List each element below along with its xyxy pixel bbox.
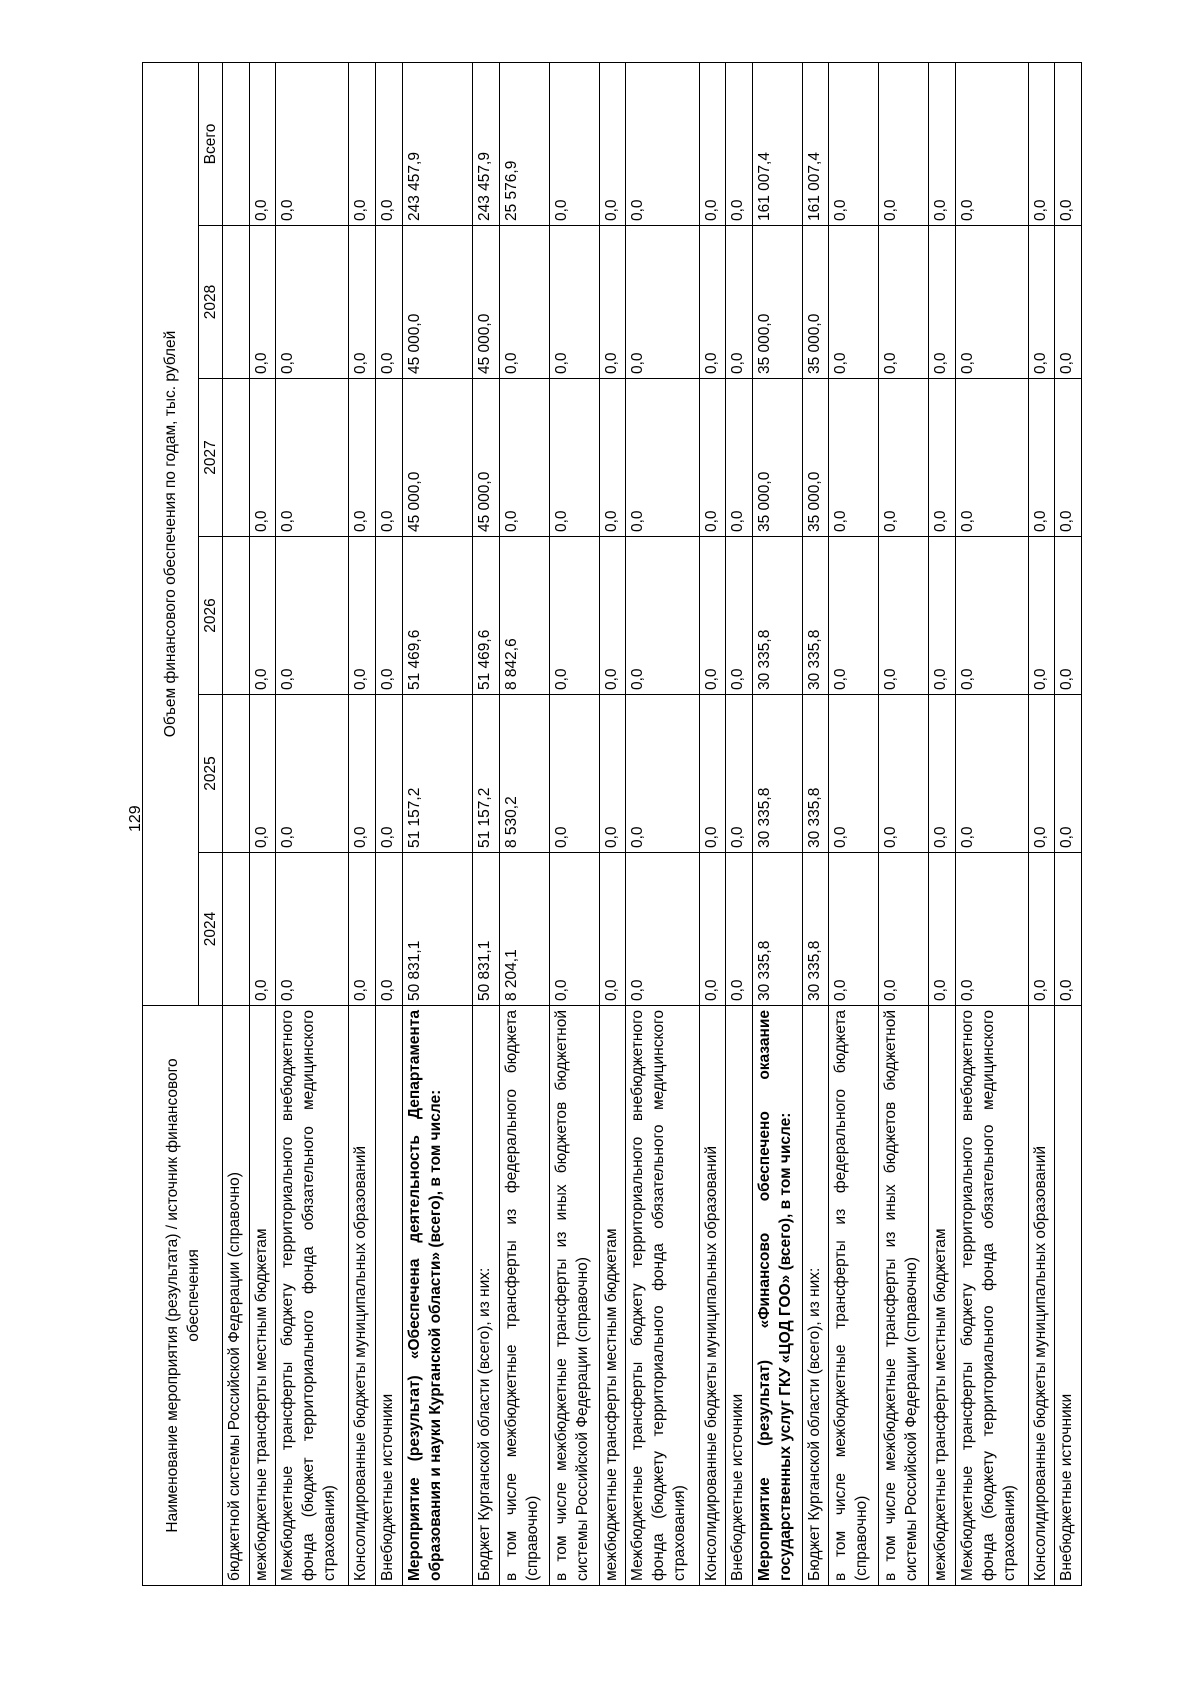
row-total-value: 0,0	[1055, 62, 1082, 225]
row-source-name: Межбюджетные трансферты бюджету территориального внебюджетного фонда (бюджет территориального фонда обязательного медицинского страхования)	[276, 1006, 349, 1586]
row-year-value: 0,0	[829, 226, 879, 379]
header-row-1	[143, 62, 199, 1585]
row-source-name: в том числе межбюджетные трансферты из федерального бюджета (справочно)	[829, 1006, 879, 1586]
row-year-value: 0,0	[879, 226, 929, 379]
row-year-value: 0,0	[879, 537, 929, 695]
row-year-value: 0,0	[928, 537, 955, 695]
row-year-value: 0,0	[375, 695, 402, 853]
row-year-value: 35 000,0	[802, 226, 829, 379]
row-year-value: 0,0	[1028, 695, 1055, 853]
table-row	[375, 62, 402, 1585]
row-year-value: 35 000,0	[752, 379, 802, 537]
row-year-value: 8 842,6	[500, 537, 550, 695]
row-year-value: 0,0	[699, 853, 726, 1006]
row-year-value: 0,0	[249, 226, 276, 379]
row-source-name: бюджетной системы Российской Федерации (справочно)	[223, 1006, 250, 1586]
row-total-value: 0,0	[955, 62, 1028, 225]
row-year-value: 0,0	[955, 853, 1028, 1006]
row-year-value: 0,0	[549, 695, 599, 853]
row-year-value: 0,0	[1055, 379, 1082, 537]
row-year-value: 0,0	[879, 379, 929, 537]
row-total-value: 0,0	[726, 62, 753, 225]
row-source-name: межбюджетные трансферты местным бюджетам	[249, 1006, 276, 1586]
row-year-value: 0,0	[626, 537, 699, 695]
row-year-value: 0,0	[599, 379, 626, 537]
row-year-value: 0,0	[626, 379, 699, 537]
row-year-value: 30 335,8	[752, 695, 802, 853]
table-row	[500, 62, 550, 1585]
table-row	[276, 62, 349, 1585]
row-year-value: 0,0	[349, 695, 376, 853]
row-source-name: Внебюджетные источники	[726, 1006, 753, 1586]
row-year-value: 0,0	[1055, 853, 1082, 1006]
row-total-value: 0,0	[699, 62, 726, 225]
header-year: 2024	[199, 853, 223, 1006]
row-year-value: 0,0	[276, 226, 349, 379]
row-year-value: 30 335,8	[802, 537, 829, 695]
row-year-value: 0,0	[726, 695, 753, 853]
row-year-value: 51 469,6	[402, 537, 473, 695]
row-year-value: 0,0	[928, 379, 955, 537]
row-year-value	[223, 695, 250, 853]
row-year-value: 0,0	[1028, 226, 1055, 379]
row-year-value: 0,0	[500, 379, 550, 537]
row-year-value: 50 831,1	[473, 853, 500, 1006]
table-row	[1028, 62, 1055, 1585]
row-year-value: 0,0	[276, 695, 349, 853]
row-year-value	[223, 853, 250, 1006]
row-source-name: Внебюджетные источники	[375, 1006, 402, 1586]
row-year-value: 8 204,1	[500, 853, 550, 1006]
row-year-value	[223, 379, 250, 537]
row-year-value: 30 335,8	[752, 853, 802, 1006]
row-year-value	[223, 226, 250, 379]
row-year-value: 45 000,0	[402, 379, 473, 537]
header-year: 2025	[199, 695, 223, 853]
row-year-value: 0,0	[375, 537, 402, 695]
row-year-value: 0,0	[699, 537, 726, 695]
row-total-value: 0,0	[829, 62, 879, 225]
row-total-value: 0,0	[249, 62, 276, 225]
row-year-value: 0,0	[549, 537, 599, 695]
table-row	[726, 62, 753, 1585]
table-row	[752, 62, 802, 1585]
row-year-value: 51 157,2	[402, 695, 473, 853]
row-year-value: 0,0	[1055, 226, 1082, 379]
table-row	[699, 62, 726, 1585]
row-year-value: 0,0	[549, 379, 599, 537]
row-total-value: 25 576,9	[500, 62, 550, 225]
row-total-value: 0,0	[626, 62, 699, 225]
row-year-value: 0,0	[699, 379, 726, 537]
row-year-value: 0,0	[726, 537, 753, 695]
row-year-value	[223, 537, 250, 695]
row-year-value: 30 335,8	[752, 537, 802, 695]
row-year-value: 0,0	[500, 226, 550, 379]
row-source-name: Бюджет Курганской области (всего), из них:	[473, 1006, 500, 1586]
row-source-name: в том числе межбюджетные трансферты из иных бюджетов бюджетной системы Российской Федерации (справочно)	[549, 1006, 599, 1586]
row-year-value: 0,0	[249, 695, 276, 853]
row-year-value: 0,0	[829, 537, 879, 695]
row-year-value: 8 530,2	[500, 695, 550, 853]
table-row	[829, 62, 879, 1585]
table-row	[1055, 62, 1082, 1585]
row-year-value: 35 000,0	[752, 226, 802, 379]
row-year-value: 0,0	[829, 695, 879, 853]
row-year-value: 0,0	[626, 853, 699, 1006]
row-year-value: 0,0	[375, 853, 402, 1006]
row-source-name: в том числе межбюджетные трансферты из иных бюджетов бюджетной системы Российской Федерации (справочно)	[879, 1006, 929, 1586]
row-year-value: 45 000,0	[473, 379, 500, 537]
row-year-value: 0,0	[955, 226, 1028, 379]
row-year-value: 0,0	[276, 537, 349, 695]
header-name-column: Наименование мероприятия (результата) / источник финансового обеспечения	[143, 1006, 223, 1586]
row-year-value: 0,0	[599, 537, 626, 695]
row-year-value: 0,0	[879, 695, 929, 853]
row-total-value: 0,0	[375, 62, 402, 225]
row-total-value: 0,0	[276, 62, 349, 225]
row-year-value: 0,0	[249, 853, 276, 1006]
row-year-value: 45 000,0	[402, 226, 473, 379]
row-year-value: 0,0	[375, 226, 402, 379]
row-source-name: Межбюджетные трансферты бюджету территориального внебюджетного фонда (бюджету территориального фонда обязательного медицинского страхования)	[955, 1006, 1028, 1586]
row-source-name: в том числе межбюджетные трансферты из федерального бюджета (справочно)	[500, 1006, 550, 1586]
table-row	[928, 62, 955, 1585]
row-year-value: 0,0	[599, 226, 626, 379]
row-source-name: Мероприятие (результат) «Финансово обеспечено оказание государственных услуг ГКУ «ЦОД ГОО» (всего), в том числе:	[752, 1006, 802, 1586]
row-year-value: 0,0	[928, 695, 955, 853]
row-year-value: 0,0	[249, 537, 276, 695]
row-year-value: 30 335,8	[802, 695, 829, 853]
row-year-value: 0,0	[1028, 853, 1055, 1006]
row-year-value: 0,0	[726, 853, 753, 1006]
row-total-value	[223, 62, 250, 225]
row-source-name: Консолидированные бюджеты муниципальных образований	[699, 1006, 726, 1586]
row-year-value: 30 335,8	[802, 853, 829, 1006]
row-year-value: 0,0	[829, 379, 879, 537]
row-year-value: 0,0	[1055, 537, 1082, 695]
row-source-name: Консолидированные бюджеты муниципальных образований	[1028, 1006, 1055, 1586]
page-number: 129	[127, 805, 144, 832]
row-year-value: 51 469,6	[473, 537, 500, 695]
table-row	[473, 62, 500, 1585]
table-row	[402, 62, 473, 1585]
row-year-value: 50 831,1	[402, 853, 473, 1006]
row-source-name: Межбюджетные трансферты бюджету территориального внебюджетного фонда (бюджету территориального фонда обязательного медицинского страхования)	[626, 1006, 699, 1586]
row-year-value: 0,0	[1028, 379, 1055, 537]
row-total-value: 0,0	[1028, 62, 1055, 225]
row-year-value: 0,0	[829, 853, 879, 1006]
row-year-value: 0,0	[626, 695, 699, 853]
header-year: 2027	[199, 379, 223, 537]
row-year-value: 0,0	[1028, 537, 1055, 695]
table-row	[599, 62, 626, 1585]
header-total: Всего	[199, 62, 223, 225]
row-source-name: Мероприятие (результат) «Обеспечена деятельность Департамента образования и науки Курганской области» (всего), в том числе:	[402, 1006, 473, 1586]
row-total-value: 243 457,9	[402, 62, 473, 225]
financing-table	[142, 62, 1082, 1586]
row-total-value: 0,0	[599, 62, 626, 225]
row-total-value: 0,0	[928, 62, 955, 225]
row-year-value: 0,0	[599, 853, 626, 1006]
row-total-value: 243 457,9	[473, 62, 500, 225]
row-total-value: 0,0	[349, 62, 376, 225]
row-year-value: 0,0	[955, 537, 1028, 695]
row-year-value: 0,0	[349, 379, 376, 537]
table-row	[626, 62, 699, 1585]
table-row	[249, 62, 276, 1585]
row-total-value: 0,0	[549, 62, 599, 225]
row-source-name: Бюджет Курганской области (всего), из них:	[802, 1006, 829, 1586]
row-total-value: 161 007,4	[802, 62, 829, 225]
row-year-value: 0,0	[955, 695, 1028, 853]
header-year: 2028	[199, 226, 223, 379]
row-year-value: 0,0	[349, 537, 376, 695]
header-year: 2026	[199, 537, 223, 695]
row-year-value: 45 000,0	[473, 226, 500, 379]
row-year-value: 0,0	[549, 853, 599, 1006]
row-source-name: межбюджетные трансферты местным бюджетам	[599, 1006, 626, 1586]
table-row	[223, 62, 250, 1585]
row-year-value: 0,0	[928, 226, 955, 379]
table-row	[879, 62, 929, 1585]
row-year-value: 0,0	[1055, 695, 1082, 853]
row-source-name: Внебюджетные источники	[1055, 1006, 1082, 1586]
row-year-value: 0,0	[699, 226, 726, 379]
row-year-value: 0,0	[726, 379, 753, 537]
row-source-name: межбюджетные трансферты местным бюджетам	[928, 1006, 955, 1586]
row-total-value: 0,0	[879, 62, 929, 225]
row-year-value: 0,0	[276, 379, 349, 537]
row-year-value: 0,0	[699, 695, 726, 853]
row-year-value: 0,0	[626, 226, 699, 379]
row-year-value: 0,0	[955, 379, 1028, 537]
row-year-value: 51 157,2	[473, 695, 500, 853]
row-source-name: Консолидированные бюджеты муниципальных образований	[349, 1006, 376, 1586]
row-year-value: 0,0	[276, 853, 349, 1006]
row-year-value: 0,0	[549, 226, 599, 379]
row-year-value: 0,0	[879, 853, 929, 1006]
table-row	[349, 62, 376, 1585]
row-year-value: 0,0	[928, 853, 955, 1006]
table-row	[549, 62, 599, 1585]
table-body	[223, 62, 1082, 1585]
rotated-table-container	[142, 63, 1082, 1586]
row-year-value: 0,0	[349, 226, 376, 379]
table-row	[802, 62, 829, 1585]
row-year-value: 0,0	[726, 226, 753, 379]
row-year-value: 0,0	[599, 695, 626, 853]
header-volume-title: Объем финансового обеспечения по годам, тыс. рублей	[143, 62, 199, 1005]
row-year-value: 0,0	[375, 379, 402, 537]
row-year-value: 0,0	[249, 379, 276, 537]
row-total-value: 161 007,4	[752, 62, 802, 225]
row-year-value: 35 000,0	[802, 379, 829, 537]
table-row	[955, 62, 1028, 1585]
row-year-value: 0,0	[349, 853, 376, 1006]
